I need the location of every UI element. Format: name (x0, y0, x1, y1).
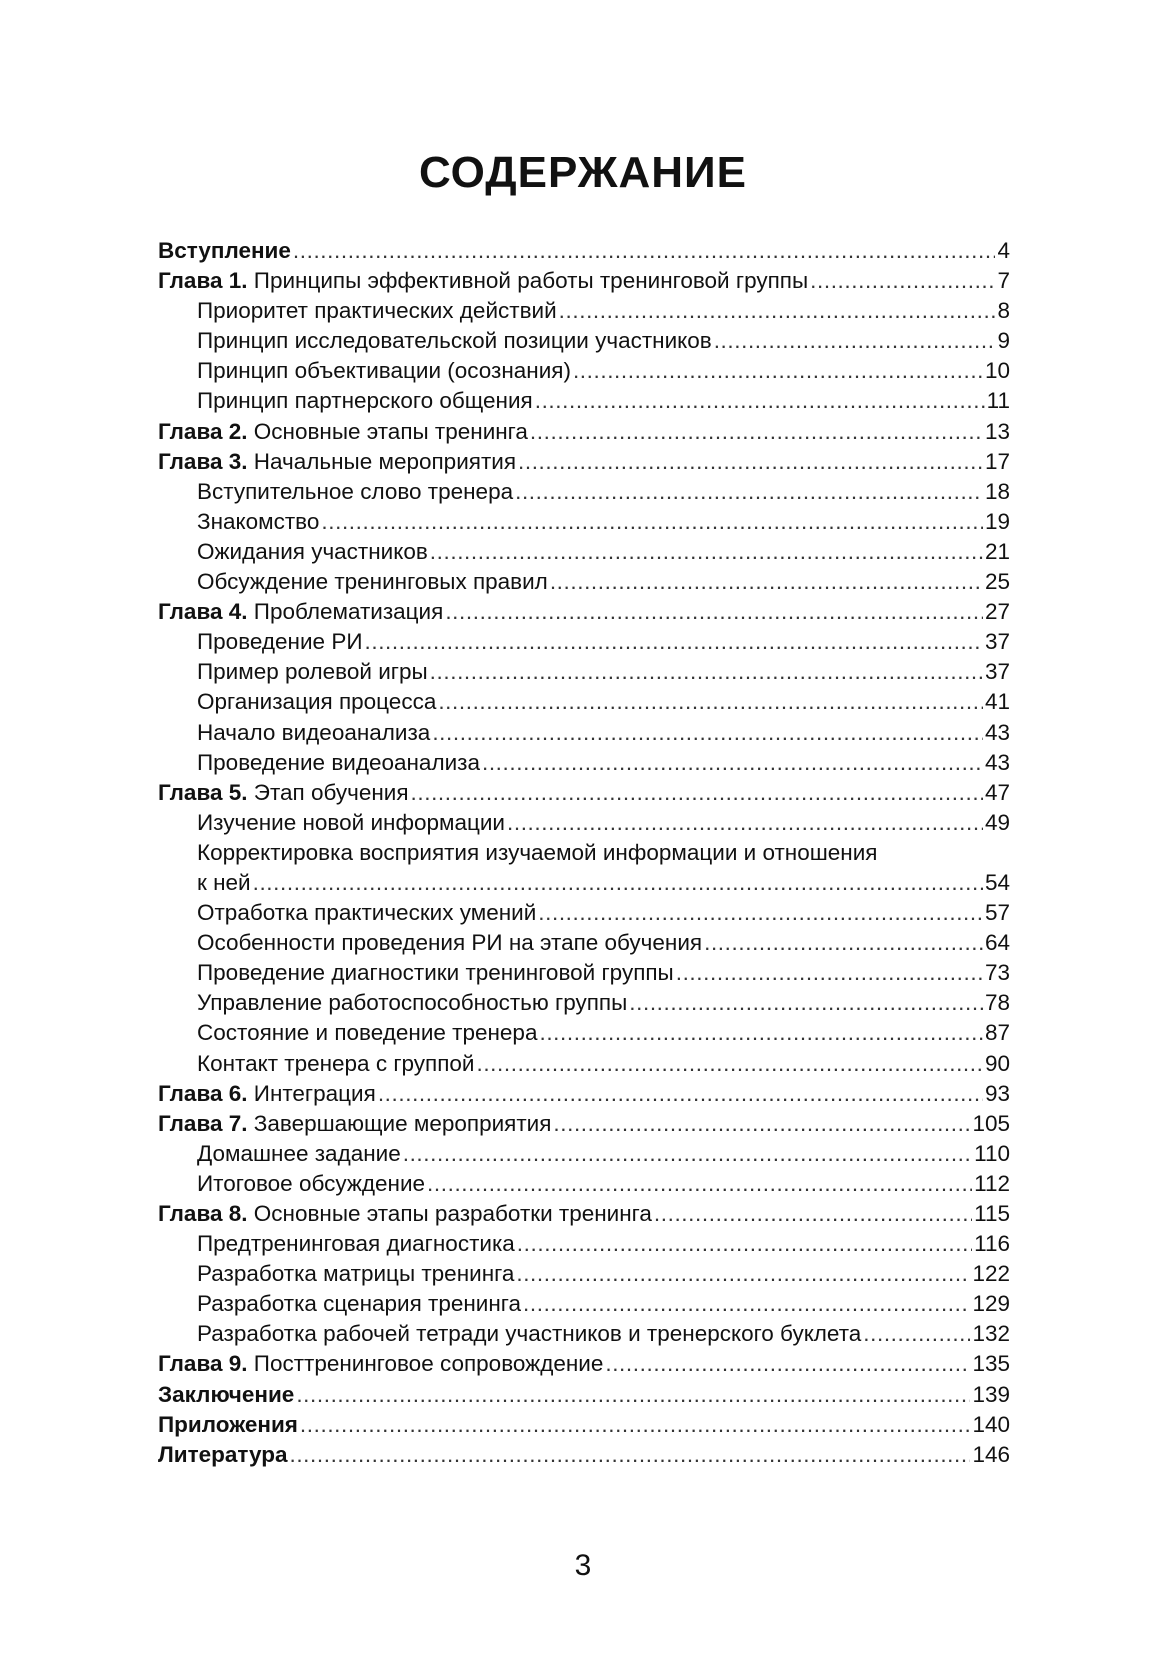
toc-entry-page: 13 (984, 418, 1010, 444)
toc-entry-page: 43 (984, 749, 1010, 775)
toc-entry-page: 140 (972, 1411, 1010, 1437)
dot-leader (445, 597, 983, 627)
toc-entry[interactable] (158, 868, 1010, 898)
toc-entry[interactable] (158, 1139, 1010, 1169)
toc-entry-label (197, 1229, 515, 1259)
toc-entry-label (197, 838, 877, 868)
toc-entry-text: Пример ролевой игры (197, 659, 428, 685)
toc-entry-text: Управление работоспособностью группы (197, 990, 628, 1016)
toc-entry[interactable] (158, 1199, 1010, 1229)
toc-entry-text: Принципы эффективной работы тренинговой группы (247, 268, 809, 294)
toc-entry-text: Разработка сценария тренинга (197, 1291, 522, 1317)
toc-entry[interactable] (158, 417, 1010, 447)
toc-entry-text: Приоритет практических действий (197, 298, 557, 324)
toc-entry-label (158, 236, 291, 266)
toc-entry-label (197, 988, 627, 1018)
toc-entry[interactable] (158, 1229, 1010, 1259)
toc-entry[interactable] (158, 778, 1010, 808)
toc-entry-prefix: Глава 8. (158, 1201, 248, 1226)
toc-entry[interactable] (158, 386, 1010, 416)
toc-entry-text: Этап обучения (247, 779, 409, 805)
dot-leader (714, 326, 996, 356)
toc-entry-text: Обсуждение тренинговых правил (197, 569, 548, 595)
toc-entry[interactable] (158, 567, 1010, 597)
page-number: 3 (574, 1549, 592, 1582)
toc-entry-page: 49 (984, 809, 1010, 835)
toc-entry-page: 54 (984, 869, 1010, 895)
toc-entry-page: 9 (997, 328, 1010, 354)
dot-leader (411, 778, 983, 808)
toc-entry-label (197, 748, 480, 778)
toc-entry-label (197, 1259, 514, 1289)
toc-entry-prefix: Заключение (158, 1381, 295, 1407)
toc-entry-page: 146 (972, 1441, 1010, 1467)
toc-entry-label (197, 356, 571, 386)
dot-leader (430, 657, 983, 687)
toc-entry-prefix: Вступление (158, 238, 291, 263)
toc-entry[interactable] (158, 597, 1010, 627)
dot-leader (654, 1199, 972, 1229)
toc-entry-page: 7 (997, 268, 1010, 294)
toc-entry-text: Итоговое обсуждение (197, 1170, 426, 1196)
toc-entry[interactable] (158, 657, 1010, 687)
toc-entry-page: 93 (984, 1080, 1010, 1106)
toc-entry-page: 132 (972, 1321, 1010, 1347)
toc-entry-label (197, 567, 548, 597)
dot-leader (553, 1109, 970, 1139)
toc-entry[interactable] (158, 537, 1010, 567)
toc-entry-label (197, 326, 712, 356)
toc-entry-label (197, 958, 674, 988)
dot-leader (432, 718, 983, 748)
toc-entry-text: Отработка практических умений (197, 900, 537, 926)
toc-entry[interactable] (158, 898, 1010, 928)
toc-entry-page: 4 (997, 238, 1010, 263)
toc-entry-text: Изучение новой информации (197, 809, 505, 835)
toc-entry-page: 64 (984, 930, 1010, 956)
toc-entry[interactable] (158, 1380, 1010, 1410)
toc-entry-label (197, 1169, 425, 1199)
toc-entry[interactable] (158, 326, 1010, 356)
toc-entry[interactable] (158, 236, 1010, 266)
toc-entry-text: Основные этапы тренинга (247, 418, 528, 444)
toc-entry[interactable] (158, 356, 1010, 386)
toc-entry[interactable] (158, 928, 1010, 958)
toc-entry[interactable] (158, 988, 1010, 1018)
dot-leader (535, 386, 985, 416)
toc-entry[interactable] (158, 1349, 1010, 1379)
toc-entry-page: 19 (984, 508, 1010, 534)
toc-entry-text: Домашнее задание (197, 1140, 401, 1166)
dot-leader (538, 898, 983, 928)
toc-entry-page: 18 (984, 478, 1010, 504)
toc-entry-label (197, 537, 428, 567)
dot-leader (289, 1440, 970, 1470)
dot-leader (438, 687, 983, 717)
toc-entry-page: 105 (972, 1110, 1010, 1136)
toc-entry-text: Ожидания участников (197, 538, 428, 564)
dot-leader (296, 1380, 970, 1410)
toc-entry[interactable] (158, 748, 1010, 778)
toc-entry[interactable] (158, 1319, 1010, 1349)
toc-entry-prefix: Литература (158, 1441, 288, 1467)
toc-entry-page: 10 (984, 358, 1010, 384)
toc-entry-page: 139 (972, 1381, 1010, 1407)
toc-entry-prefix: Глава 4. (158, 599, 248, 625)
toc-entry-text: Организация процесса (197, 689, 437, 715)
dot-leader (559, 296, 996, 326)
toc-entry-prefix: Глава 3. (158, 448, 248, 474)
dot-leader (430, 537, 983, 567)
toc-entry-label (197, 687, 436, 717)
toc-entry[interactable] (158, 266, 1010, 296)
dot-leader (253, 868, 983, 898)
toc-entry-label (197, 1018, 537, 1048)
toc-entry-label (197, 1139, 401, 1169)
page-title: СОДЕРЖАНИЕ (418, 148, 748, 197)
toc-entry-text: Завершающие мероприятия (247, 1110, 552, 1136)
toc-entry-text: Предтренинговая диагностика (197, 1231, 515, 1257)
toc-entry[interactable] (158, 838, 1010, 868)
toc-entry-label (158, 778, 409, 808)
toc-entry[interactable] (158, 958, 1010, 988)
toc-entry-text: Знакомство (197, 508, 320, 534)
dot-leader (523, 1289, 970, 1319)
dot-leader (810, 266, 995, 296)
toc-entry-text: Проблематизация (247, 599, 444, 625)
dot-leader (518, 447, 983, 477)
toc-entry-page: 129 (972, 1291, 1010, 1317)
toc-entry-text: Проведение видеоанализа (197, 749, 480, 775)
toc-entry-prefix: Глава 5. (158, 779, 248, 805)
dot-leader (515, 477, 983, 507)
toc-entry-label (197, 296, 557, 326)
toc-entry-label (197, 718, 430, 748)
toc-entry-page: 135 (972, 1351, 1010, 1377)
toc-entry-prefix: Глава 6. (158, 1080, 248, 1106)
toc-entry-prefix: Глава 1. (158, 268, 248, 294)
dot-leader (863, 1319, 970, 1349)
toc-entry-page: 43 (984, 719, 1010, 745)
toc-entry-label (158, 1440, 287, 1470)
toc-entry-text: Проведение диагностики тренинговой группы (197, 960, 674, 986)
toc-entry-page: 110 (974, 1140, 1010, 1166)
toc-entry-page: 90 (984, 1050, 1010, 1076)
toc-entry-text: к ней (197, 869, 251, 895)
toc-entry-text: Контакт тренера с группой (197, 1050, 475, 1076)
toc-entry-page: 78 (984, 990, 1010, 1016)
toc-entry-label (158, 266, 808, 296)
toc-entry-label (158, 1079, 376, 1109)
toc-entry-prefix: Глава 9. (158, 1351, 248, 1377)
toc-entry-page: 25 (984, 569, 1010, 595)
toc-entry-text: Вступительное слово тренера (197, 478, 514, 504)
toc-entry-label (197, 507, 319, 537)
toc-entry[interactable] (158, 447, 1010, 477)
dot-leader (605, 1349, 970, 1379)
dot-leader (378, 1079, 983, 1109)
toc-entry-label (197, 477, 513, 507)
toc-entry-label (197, 808, 505, 838)
dot-leader (507, 808, 983, 838)
toc-entry-label (197, 898, 536, 928)
toc-entry-page: 41 (984, 689, 1010, 715)
dot-leader (365, 627, 983, 657)
toc-entry-page: 17 (984, 448, 1010, 474)
dot-leader (427, 1169, 972, 1199)
dot-leader (704, 928, 983, 958)
toc-entry[interactable] (158, 687, 1010, 717)
toc-entry-label (158, 1410, 298, 1440)
toc-entry[interactable] (158, 296, 1010, 326)
toc-entry-page: 21 (984, 538, 1010, 564)
toc-entry-label (158, 1380, 294, 1410)
dot-leader (573, 356, 983, 386)
dot-leader (300, 1410, 971, 1440)
table-of-contents (158, 236, 1010, 1470)
toc-entry-label (158, 597, 443, 627)
toc-entry-page: 112 (974, 1170, 1010, 1196)
toc-entry-label (197, 868, 251, 898)
toc-entry[interactable] (158, 627, 1010, 657)
toc-entry-page: 115 (974, 1201, 1010, 1226)
toc-entry-text: Корректировка восприятия изучаемой информации и отношения (197, 839, 878, 865)
toc-entry-label (197, 1319, 861, 1349)
toc-entry[interactable] (158, 1169, 1010, 1199)
toc-entry-label (197, 386, 533, 416)
toc-entry[interactable] (158, 1049, 1010, 1079)
toc-entry-page: 122 (972, 1261, 1010, 1287)
dot-leader (550, 567, 983, 597)
toc-entry-prefix: Приложения (158, 1411, 298, 1437)
dot-leader (293, 236, 996, 266)
toc-entry-label (197, 627, 363, 657)
toc-entry-text: Интеграция (247, 1080, 376, 1106)
dot-leader (539, 1018, 983, 1048)
toc-entry-text: Особенности проведения РИ на этапе обучения (197, 930, 703, 956)
toc-entry[interactable] (158, 1289, 1010, 1319)
toc-entry[interactable] (158, 1109, 1010, 1139)
toc-entry-label (158, 447, 516, 477)
toc-entry-page: 116 (974, 1231, 1010, 1257)
dot-leader (476, 1049, 982, 1079)
toc-entry-page: 73 (984, 960, 1010, 986)
toc-entry[interactable] (158, 1259, 1010, 1289)
toc-entry-page: 27 (984, 599, 1010, 625)
toc-entry-text: Принцип исследовательской позиции участников (197, 328, 712, 354)
toc-entry-text: Разработка рабочей тетради участников и тренерского буклета (197, 1321, 862, 1347)
toc-entry-page: 87 (984, 1020, 1010, 1046)
toc-entry-page: 57 (984, 900, 1010, 926)
toc-entry-text: Состояние и поведение тренера (197, 1020, 538, 1046)
toc-entry-page: 47 (984, 779, 1010, 805)
toc-entry-label (158, 417, 528, 447)
dot-leader (629, 988, 983, 1018)
toc-entry-text: Разработка матрицы тренинга (197, 1261, 515, 1287)
toc-entry[interactable] (158, 1440, 1010, 1470)
toc-entry-label (197, 1049, 474, 1079)
dot-leader (530, 417, 983, 447)
toc-entry-page: 8 (997, 298, 1010, 324)
dot-leader (517, 1229, 972, 1259)
dot-leader (676, 958, 983, 988)
toc-entry-page: 37 (984, 629, 1010, 655)
toc-entry-text: Начало видеоанализа (197, 719, 431, 745)
toc-entry-label (197, 928, 702, 958)
toc-entry-prefix: Глава 2. (158, 418, 248, 444)
toc-entry-text: Начальные мероприятия (247, 448, 516, 474)
toc-entry-text: Принцип объективации (осознания) (197, 358, 571, 384)
toc-entry[interactable] (158, 1079, 1010, 1109)
toc-entry[interactable] (158, 1410, 1010, 1440)
toc-entry-text: Посттренинговое сопровождение (247, 1351, 604, 1377)
toc-entry[interactable] (158, 718, 1010, 748)
toc-entry-text: Проведение РИ (197, 629, 363, 655)
toc-entry-prefix: Глава 7. (158, 1110, 248, 1136)
toc-entry-label (197, 1289, 521, 1319)
toc-entry-text: Основные этапы разработки тренинга (247, 1201, 652, 1226)
toc-entry-label (158, 1349, 603, 1379)
toc-entry-text: Принцип партнерского общения (197, 388, 533, 414)
toc-entry[interactable] (158, 1018, 1010, 1048)
toc-entry-label (158, 1199, 652, 1229)
dot-leader (403, 1139, 972, 1169)
toc-entry-label (197, 657, 428, 687)
dot-leader (516, 1259, 970, 1289)
toc-entry-page: 37 (984, 659, 1010, 685)
toc-entry[interactable] (158, 808, 1010, 838)
toc-entry-label (158, 1109, 551, 1139)
toc-entry[interactable] (158, 507, 1010, 537)
toc-entry-page: 11 (986, 388, 1010, 414)
dot-leader (321, 507, 983, 537)
dot-leader (482, 748, 983, 778)
toc-entry[interactable] (158, 477, 1010, 507)
